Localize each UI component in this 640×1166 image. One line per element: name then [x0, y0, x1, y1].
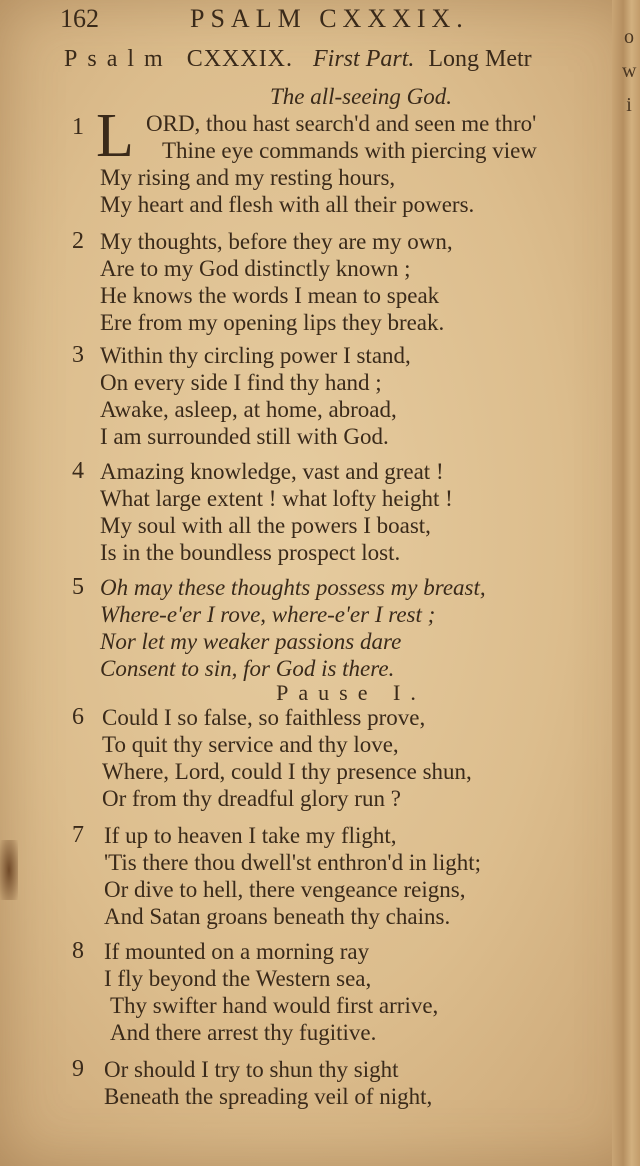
verse-line: Thine eye commands with piercing view [162, 138, 537, 163]
stanza-number: 6 [72, 704, 84, 730]
verse-line: Is in the boundless prospect lost. [100, 540, 401, 565]
verse-line: If mounted on a morning ray [104, 939, 370, 964]
verse-line: Amazing knowledge, vast and great ! [100, 459, 444, 484]
verse-line: Thy swifter hand would first arrive, [110, 993, 439, 1018]
verse-line: Ere from my opening lips they break. [100, 310, 445, 335]
verse-line: Or dive to hell, there vengeance reigns, [104, 877, 466, 902]
psalm-name: Psalm [64, 46, 173, 72]
verse-line: 'Tis there thou dwell'st enthron'd in light; [104, 850, 482, 875]
verse-line: Oh may these thoughts possess my breast, [100, 575, 486, 600]
verse-line: Consent to sin, for God is there. [100, 656, 395, 681]
stanza-number: 8 [72, 938, 84, 964]
psalm-heading [64, 46, 612, 73]
verse-line: And there arrest thy fugitive. [110, 1020, 377, 1045]
verse-line: Where-e'er I rove, where-e'er I rest ; [100, 602, 436, 627]
verse-line: My thoughts, before they are my own, [100, 229, 453, 254]
facing-page-text: o w i [622, 26, 637, 116]
stanza-number: 9 [72, 1056, 84, 1082]
page-stain [0, 840, 18, 900]
running-head [60, 4, 612, 44]
page-number: 162 [60, 4, 99, 33]
verse-line: I am surrounded still with God. [100, 424, 389, 449]
verse-line: And Satan groans beneath thy chains. [104, 904, 451, 929]
psalm-metre: Long Metr [428, 46, 532, 72]
psalm-subtitle: The all-seeing God. [269, 84, 453, 109]
drop-capital: L [96, 102, 134, 170]
verse-line: I fly beyond the Western sea, [104, 966, 372, 991]
verse-line: Or from thy dreadful glory run ? [102, 786, 401, 811]
verse-line: My soul with all the powers I boast, [100, 513, 431, 538]
stanza-number: 2 [72, 228, 84, 254]
verse-line: On every side I find thy hand ; [100, 370, 382, 395]
verse-line: Within thy circling power I stand, [100, 343, 411, 368]
verse-line: Could I so false, so faithless prove, [102, 705, 426, 730]
verse-line: To quit thy service and thy love, [102, 732, 399, 757]
verse-line: He knows the words I mean to speak [100, 283, 440, 308]
stanza-number: 1 [72, 114, 84, 140]
verse-line: Or should I try to shun thy sight [104, 1057, 399, 1082]
verse-line: If up to heaven I take my flight, [104, 823, 397, 848]
stanza-number: 4 [72, 458, 84, 484]
running-head-title: PSALM CXXXIX. [190, 4, 469, 33]
verse-line: My heart and flesh with all their powers. [100, 192, 475, 217]
verse-line: My rising and my resting hours, [100, 165, 396, 190]
verse-line: Nor let my weaker passions dare [100, 629, 402, 654]
stanza-number: 7 [72, 822, 84, 848]
verse-line: Where, Lord, could I thy presence shun, [102, 759, 472, 784]
psalm-number: CXXXIX. [186, 46, 294, 72]
verse-line: Are to my God distinctly known ; [100, 256, 411, 281]
psalm-part: First Part. [313, 46, 415, 72]
stanza-number: 3 [72, 342, 84, 368]
verse-line: What large extent ! what lofty height ! [100, 486, 453, 511]
stanza-number: 5 [72, 574, 84, 600]
verse-line: ORD, thou hast search'd and seen me thro' [146, 111, 537, 136]
verse-line: Beneath the spreading veil of night, [104, 1084, 433, 1109]
pause-label: Pause I. [276, 680, 426, 705]
verse-line: Awake, asleep, at home, abroad, [100, 397, 397, 422]
facing-page-edge [612, 0, 640, 1166]
